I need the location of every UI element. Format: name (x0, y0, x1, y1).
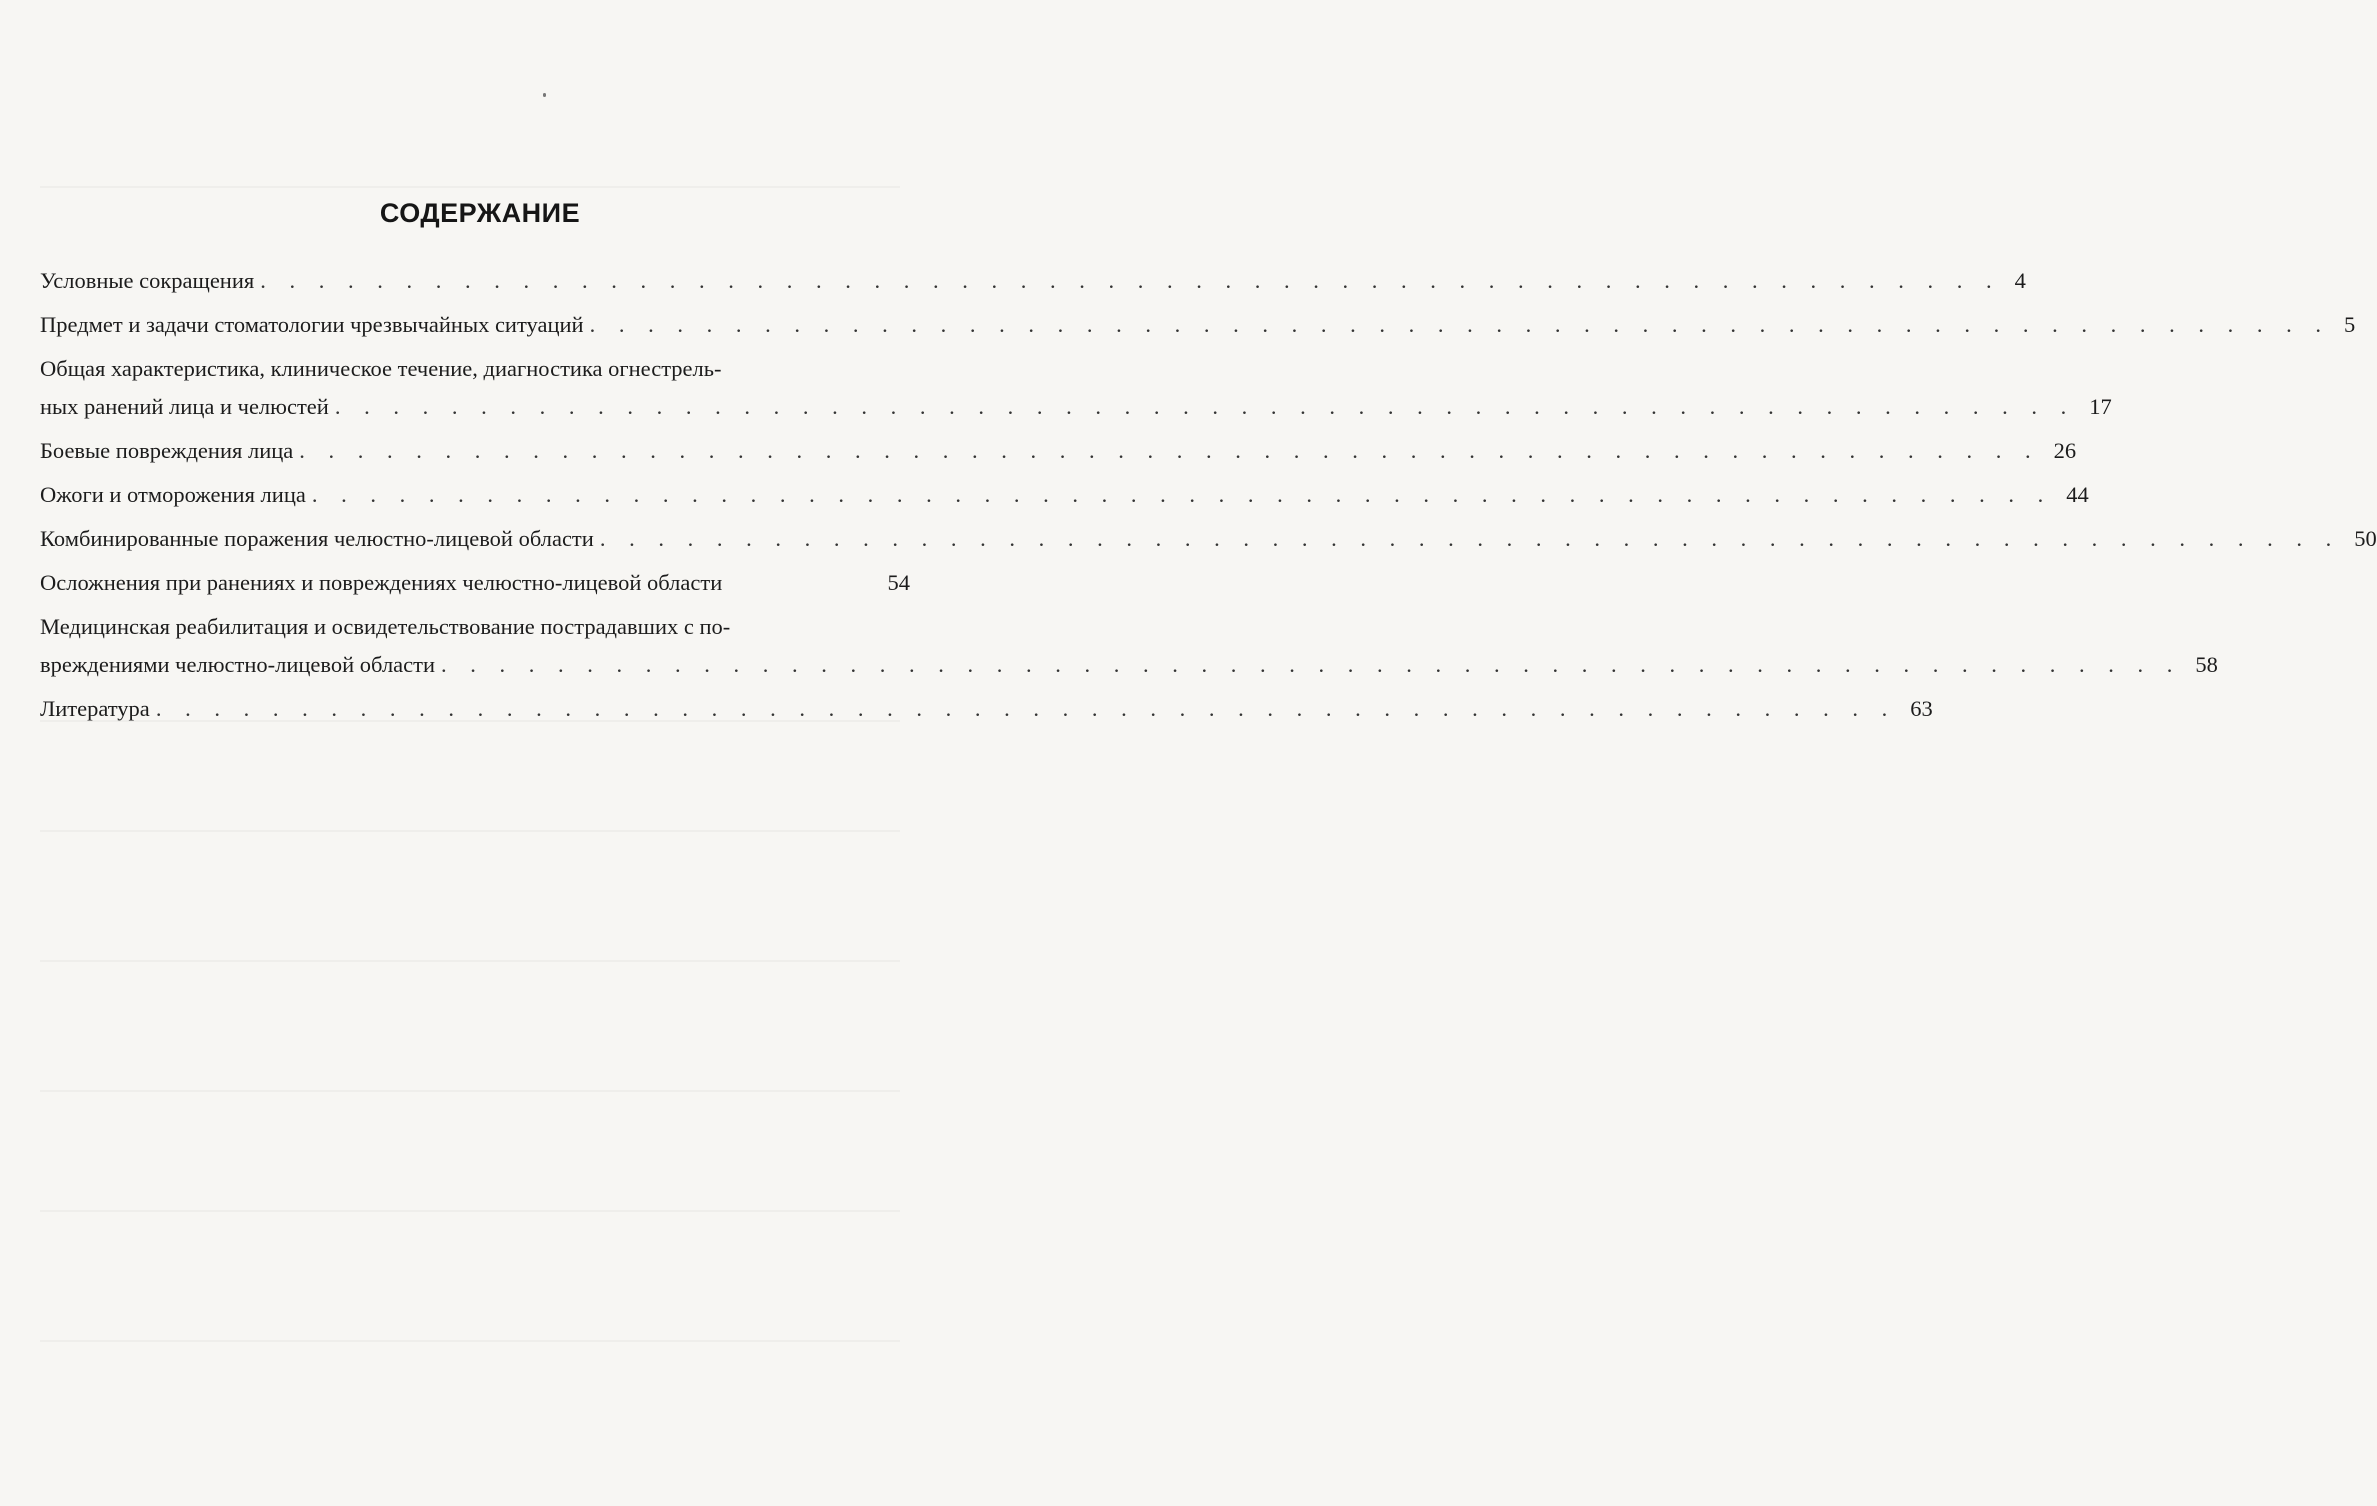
toc-entry[interactable] (40, 476, 2089, 514)
leader-dots: . . . . . . . . . . . . . . . . . . . . . . . . . . . . . . . . . . . . . . . . . . . . . . . . . . . . . . . . . . . . (299, 438, 2040, 463)
ink-speck (543, 93, 546, 97)
bleed-through-line (40, 960, 900, 962)
toc-entry[interactable] (40, 608, 2218, 684)
toc-page-number: 5 (2343, 312, 2356, 337)
toc-page-number: 26 (2053, 438, 2077, 463)
leader-dots: . . . . . . . . . . . . . . . . . . . . . . . . . . . . . . . . . . . . . . . . . . . . . . . . . . . . . . . . . . . . (441, 652, 2182, 677)
leader-dots: . . . . . . . . . . . . . . . . . . . . . . . . . . . . . . . . . . . . . . . . . . . . . . . . . . . . . . . . . . . . (155, 696, 1897, 721)
bleed-through-line (40, 1210, 900, 1212)
leader-dots: . . . . . . . . . . . . . . . . . . . . . . . . . . . . . . . . . . . . . . . . . . . . . . . . . . . . . . . . . . . . (589, 312, 2330, 337)
toc-entry-title: Комбинированные поражения челюстно-лицевой области (40, 526, 594, 551)
toc-entry[interactable] (40, 306, 2356, 344)
toc-entry[interactable] (40, 564, 910, 602)
table-of-contents (40, 262, 2377, 734)
leader-dots: . . . . . . . . . . . . . . . . . . . . . . . . . . . . . . . . . . . . . . . . . . . . . . . . . . . . . . . . . . . . (311, 482, 2053, 507)
bleed-through-line (40, 186, 900, 188)
toc-entry-title: Ожоги и отморожения лица (40, 482, 306, 507)
toc-page-number: 4 (2014, 268, 2026, 293)
bleed-through-line (40, 1340, 900, 1342)
leader-dots: . . . . . . . . . . . . . . . . . . . . . . . . . . . . . . . . . . . . . . . . . . . . . . . . . . . . . . . . . . . . (260, 268, 2001, 293)
toc-entry-title-continued: вреждениями челюстно-лицевой области (40, 652, 436, 677)
toc-page-number: 44 (2066, 482, 2089, 507)
toc-entry[interactable] (40, 350, 2112, 426)
toc-entry[interactable] (40, 690, 1933, 728)
toc-entry-title: Общая характеристика, клиническое течение, диагностика огнестрель- (40, 356, 722, 381)
toc-page-number: 58 (2195, 652, 2218, 677)
bleed-through-line (40, 830, 900, 832)
toc-entry[interactable] (40, 432, 2077, 470)
leader-dots: . . . . . . . . . . . . . . . . . . . . . . . . . . . . . . . . . . . . . . . . . . . . . . . . . . . . . . . . . . . . (334, 394, 2076, 419)
toc-entry-title: Медицинская реабилитация и освидетельствование пострадавших с по- (40, 614, 731, 639)
toc-entry-title-continued: ных ранений лица и челюстей (40, 394, 329, 419)
toc-entry-title: Литература (40, 696, 150, 721)
toc-entry-title: Условные сокращения (40, 268, 255, 293)
toc-entry-title: Боевые повреждения лица (40, 438, 294, 463)
toc-entry[interactable] (40, 520, 2377, 558)
toc-entry[interactable] (40, 262, 2026, 300)
toc-entry-title: Предмет и задачи стоматологии чрезвычайных ситуаций (40, 312, 584, 337)
bleed-through-line (40, 1090, 900, 1092)
toc-page-number: 54 (887, 570, 910, 595)
toc-page-number: 17 (2089, 394, 2112, 419)
toc-entry-title: Осложнения при ранениях и повреждениях челюстно-лицевой области (40, 570, 723, 595)
toc-page-number: 50 (2354, 526, 2377, 551)
page-title: СОДЕРЖАНИЕ (379, 198, 581, 228)
toc-page-number: 63 (1910, 696, 1933, 721)
leader-dots: . . . . . . . . . . . . . . . . . . . . . . . . . . . . . . . . . . . . . . . . . . . . . . . . . . . . . . . . . . . . (599, 526, 2341, 551)
